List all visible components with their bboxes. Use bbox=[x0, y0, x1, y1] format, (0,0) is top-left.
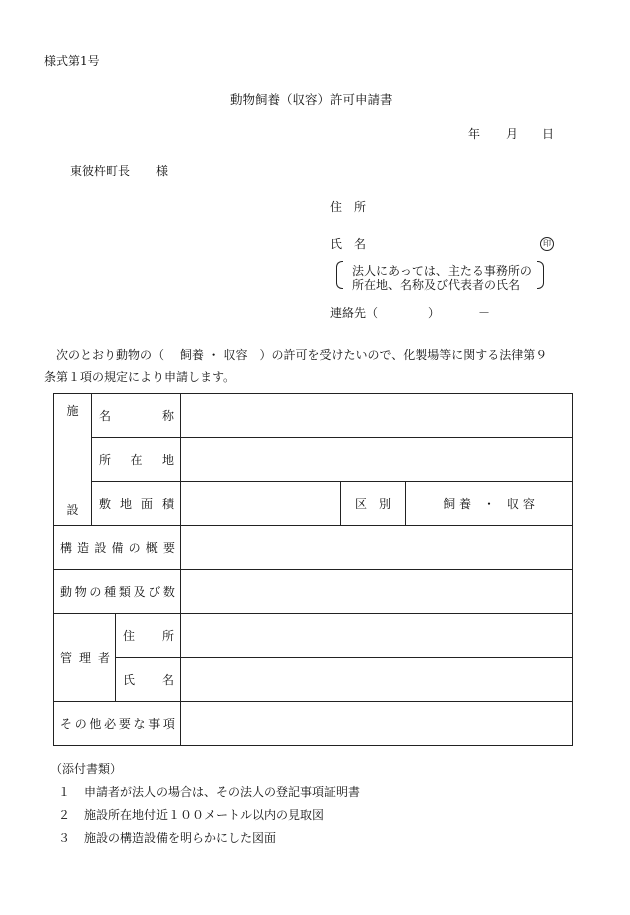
intro-line2: 条第１項の規定により申請します。 bbox=[44, 370, 236, 384]
attachment-text-1: 申請者が法人の場合は、その法人の登記事項証明書 bbox=[84, 785, 361, 799]
intro-line1: 次のとおり動物の（ 飼養 ・ 収容 ）の許可を受けたいので、化製場等に関する法律第９ bbox=[44, 348, 548, 362]
seal-icon: 印 bbox=[540, 235, 554, 251]
corporate-note-bracket bbox=[336, 260, 544, 290]
addressee-name: 東彼杵町長 bbox=[70, 164, 131, 178]
addressee-honorific: 様 bbox=[156, 164, 169, 178]
division-label: 区 別 bbox=[341, 482, 406, 526]
division-value[interactable]: 飼 養 ・ 収 容 bbox=[406, 482, 573, 526]
contact-label: 連絡先（ bbox=[330, 306, 379, 320]
structure-field[interactable] bbox=[181, 526, 573, 570]
facility-name-label: 名 称 bbox=[92, 394, 181, 438]
applicant-name-label: 氏 名 bbox=[330, 237, 367, 251]
right-bracket bbox=[537, 261, 544, 289]
date-month-label: 月 bbox=[506, 127, 519, 141]
other-items-label: そ の 他 必 要 な 事 項 bbox=[54, 702, 181, 746]
manager-address-field[interactable] bbox=[181, 614, 573, 658]
date-day-label: 日 bbox=[542, 127, 555, 141]
animal-type-field[interactable] bbox=[181, 570, 573, 614]
site-area-label: 敷 地 面 積 bbox=[92, 482, 181, 526]
date-year-label: 年 bbox=[468, 127, 481, 141]
facility-label-top: 施 bbox=[66, 403, 79, 418]
manager-label: 管 理 者 bbox=[54, 614, 116, 702]
attachment-num-3: ３ bbox=[58, 831, 71, 845]
facility-name-field[interactable] bbox=[181, 394, 573, 438]
attachment-num-2: ２ bbox=[58, 808, 71, 822]
structure-label: 構 造 設 備 の 概 要 bbox=[54, 526, 181, 570]
left-bracket bbox=[336, 261, 343, 289]
other-items-field[interactable] bbox=[181, 702, 573, 746]
attachment-num-1: １ bbox=[58, 785, 71, 799]
manager-address-label: 住 所 bbox=[116, 614, 181, 658]
applicant-address-label: 住 所 bbox=[330, 200, 367, 214]
attachment-text-2: 施設所在地付近１００メートル以内の見取図 bbox=[84, 808, 325, 822]
application-table bbox=[53, 393, 573, 746]
facility-label-bottom: 設 bbox=[66, 502, 79, 517]
attachment-text-3: 施設の構造設備を明らかにした図面 bbox=[84, 831, 277, 845]
corporate-note-line2: 所在地、名称及び代表者の氏名 bbox=[352, 278, 521, 292]
site-area-field[interactable] bbox=[181, 482, 341, 526]
manager-name-label: 氏 名 bbox=[116, 658, 181, 702]
animal-type-label: 動 物 の 種 類 及 び 数 bbox=[54, 570, 181, 614]
contact-close: ） bbox=[428, 306, 441, 320]
facility-label-cell bbox=[54, 394, 92, 526]
facility-location-field[interactable] bbox=[181, 438, 573, 482]
corporate-note-line1: 法人にあっては、主たる事務所の bbox=[352, 264, 532, 278]
page-title: 動物飼養（収容）許可申請書 bbox=[230, 92, 393, 107]
attachments-heading: （添付書類） bbox=[50, 762, 123, 776]
form-number: 様式第1号 bbox=[44, 54, 100, 68]
facility-location-label: 所 在 地 bbox=[92, 438, 181, 482]
contact-dash: － bbox=[478, 306, 491, 320]
manager-name-field[interactable] bbox=[181, 658, 573, 702]
